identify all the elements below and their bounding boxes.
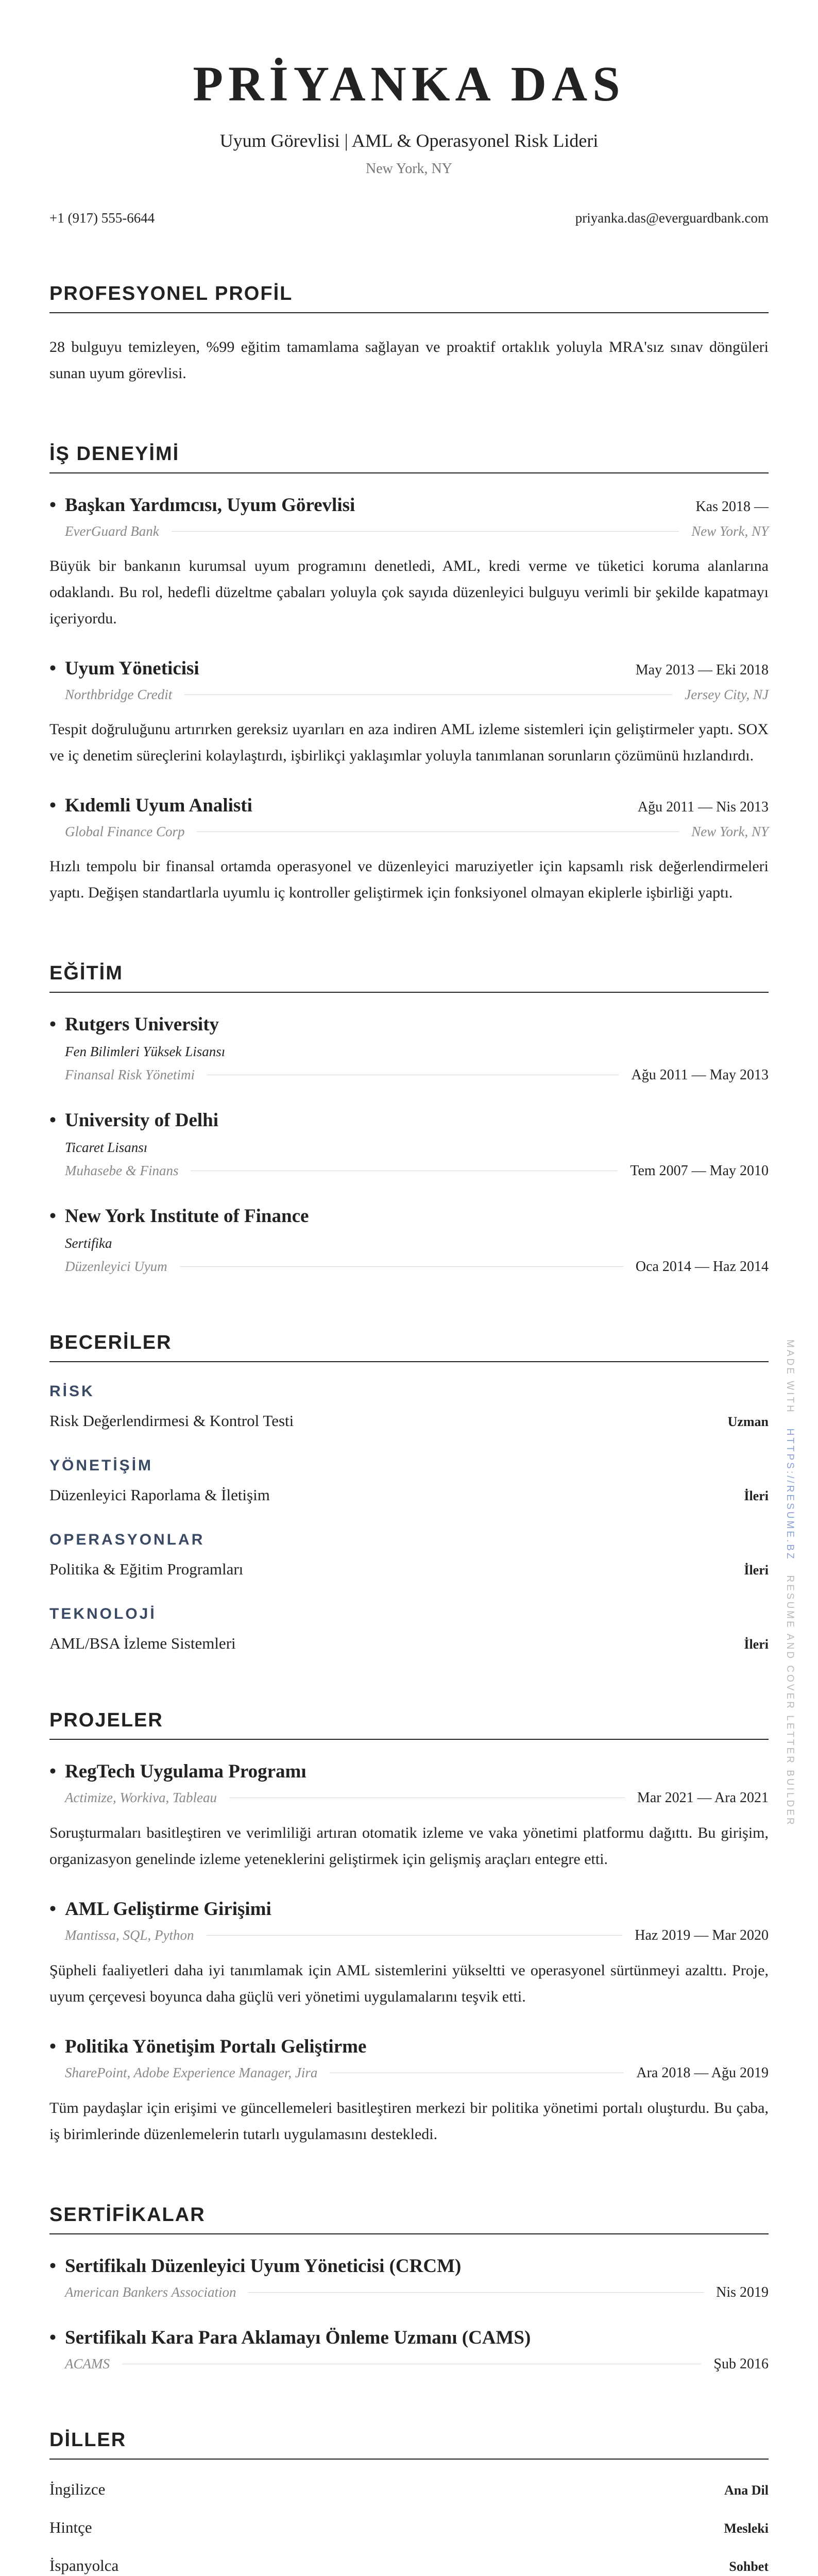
school-name: • New York Institute of Finance bbox=[49, 1205, 769, 1227]
certification-name: • Sertifikalı Düzenleyici Uyum Yöneticisi (CRCM) bbox=[49, 2255, 769, 2277]
project-description: Soruşturmaları basitleştiren ve verimliliği artıran otomatik izleme ve vaka yönetimi platformu dağıttı. Bu girişim, organizasyon genelinde izleme yeteneklerini geliştirmek için gelişmiş araçları entegre etti. bbox=[49, 1824, 769, 1868]
language-level: Ana Dil bbox=[724, 2482, 769, 2498]
candidate-name: PRİYANKA DAS bbox=[193, 56, 625, 111]
experience-item bbox=[49, 794, 769, 906]
contact-row bbox=[49, 210, 769, 226]
skill-level: İleri bbox=[744, 1636, 769, 1652]
project-name: • Politika Yönetişim Portalı Geliştirme bbox=[49, 2036, 769, 2058]
certification-issuer: ACAMS bbox=[65, 2356, 110, 2372]
language-name: İngilizce bbox=[49, 2480, 106, 2498]
section-title: PROJELER bbox=[49, 1709, 769, 1740]
certification-date: Şub 2016 bbox=[713, 2355, 769, 2372]
profile-text: 28 bulguyu temizleyen, %99 eğitim tamamlama sağlayan ve proaktif ortaklık yoluyla MRA'sız sınav döngüleri sunan uyum görevlisi. bbox=[49, 338, 769, 382]
language-row bbox=[49, 2518, 769, 2537]
profile-section bbox=[49, 283, 769, 386]
section-title: SERTİFİKALAR bbox=[49, 2204, 769, 2234]
divider bbox=[184, 694, 672, 695]
language-row bbox=[49, 2556, 769, 2575]
job-date: Kas 2018 — bbox=[695, 498, 769, 515]
certification-name: • Sertifikalı Kara Para Aklamayı Önleme Uzmanı (CAMS) bbox=[49, 2327, 769, 2349]
certification-issuer: American Bankers Association bbox=[65, 2284, 236, 2300]
skill-category: YÖNETİŞİM bbox=[49, 1456, 154, 1474]
job-description: Hızlı tempolu bir finansal ortamda operasyonel ve düzenleyici maruziyetler için kapsamlı risk değerlendirmeleri yaptı. Değişen standartlarla uyumlu iç kontroller geliştirmek için fonksiyonel olmayan ekiplerle işbirliği yaptı. bbox=[49, 857, 769, 901]
degree: Fen Bilimleri Yüksek Lisansı bbox=[65, 1043, 226, 1059]
project-date: Haz 2019 — Mar 2020 bbox=[635, 1927, 769, 1943]
certification-date: Nis 2019 bbox=[716, 2284, 769, 2300]
job-location: New York, NY bbox=[691, 823, 769, 839]
job-date: May 2013 — Eki 2018 bbox=[635, 662, 769, 678]
job-description: Büyük bir bankanın kurumsal uyum programını denetledi, AML, kredi verme ve tüketici koruma alanlarına odaklandı. Bu rol, hedefli düzeltme çabaları yoluyla çok sayıda düzenleyici bulguyu verimli bir şekilde kapatmayı içeriyordu. bbox=[49, 557, 769, 627]
job-location: Jersey City, NJ bbox=[685, 686, 769, 702]
experience-item bbox=[49, 657, 769, 769]
headline: Uyum Görevlisi | AML & Operasyonel Risk Lideri bbox=[219, 130, 599, 151]
section-title: EĞİTİM bbox=[49, 962, 769, 993]
project-name: • RegTech Uygulama Programı bbox=[49, 1760, 769, 1783]
skill-level: Uzman bbox=[727, 1414, 769, 1429]
project-item bbox=[49, 1898, 769, 2010]
education-date: Oca 2014 — Haz 2014 bbox=[635, 1258, 769, 1275]
section-title: İŞ DENEYİMİ bbox=[49, 443, 769, 473]
skill-level: İleri bbox=[744, 1562, 769, 1578]
skills-section bbox=[49, 1332, 769, 1653]
phone[interactable]: +1 (917) 555-6644 bbox=[49, 210, 155, 226]
project-tools: Actimize, Workiva, Tableau bbox=[65, 1790, 217, 1806]
education-item bbox=[49, 1013, 769, 1083]
section-title: BECERİLER bbox=[49, 1332, 769, 1362]
languages-section bbox=[49, 2429, 769, 2576]
divider bbox=[180, 1266, 623, 1267]
skill-row bbox=[49, 1560, 769, 1579]
education-item bbox=[49, 1205, 769, 1275]
project-description: Şüpheli faaliyetleri daha iyi tanımlamak için AML sistemlerini yükseltti ve operasyonel sürtünmeyi azalttı. Proje, uyum çerçevesi boyunca daha güçlü veri yönetimi uygulamalarını teşvik etti. bbox=[49, 1961, 769, 2005]
job-date: Ağu 2011 — Nis 2013 bbox=[637, 799, 769, 815]
builder-watermark bbox=[784, 1340, 795, 1827]
job-title: • Kıdemli Uyum Analisti bbox=[49, 794, 252, 817]
project-name: • AML Geliştirme Girişimi bbox=[49, 1898, 769, 1920]
skill-name: AML/BSA İzleme Sistemleri bbox=[49, 1634, 236, 1652]
skill-row bbox=[49, 1412, 769, 1430]
degree: Ticaret Lisansı bbox=[65, 1139, 148, 1155]
company: Northbridge Credit bbox=[65, 686, 173, 702]
certification-item bbox=[49, 2327, 769, 2372]
education-date: Tem 2007 — May 2010 bbox=[630, 1162, 769, 1179]
certifications-section bbox=[49, 2204, 769, 2372]
project-tools: SharePoint, Adobe Experience Manager, Jira bbox=[65, 2065, 318, 2081]
skill-category: RİSK bbox=[49, 1382, 95, 1400]
project-item bbox=[49, 1760, 769, 1872]
skill-name: Risk Değerlendirmesi & Kontrol Testi bbox=[49, 1411, 294, 1430]
language-row bbox=[49, 2480, 769, 2499]
education-date: Ağu 2011 — May 2013 bbox=[631, 1066, 769, 1083]
language-name: İspanyolca bbox=[49, 2556, 119, 2574]
job-title: • Uyum Yöneticisi bbox=[49, 657, 199, 680]
skill-row bbox=[49, 1486, 769, 1504]
field: Finansal Risk Yönetimi bbox=[65, 1067, 195, 1083]
school-name: • University of Delhi bbox=[49, 1109, 769, 1131]
email[interactable]: priyanka.das@everguardbank.com bbox=[575, 210, 769, 226]
skill-category: OPERASYONLAR bbox=[49, 1531, 205, 1548]
project-tools: Mantissa, SQL, Python bbox=[65, 1927, 194, 1943]
language-level: Mesleki bbox=[724, 2520, 769, 2536]
experience-section bbox=[49, 443, 769, 906]
projects-section bbox=[49, 1709, 769, 2147]
skill-level: İleri bbox=[744, 1488, 769, 1503]
experience-item bbox=[49, 494, 769, 632]
project-item bbox=[49, 2036, 769, 2147]
watermark-prefix: MADE WITH bbox=[785, 1340, 795, 1414]
skill-name: Politika & Eğitim Programları bbox=[49, 1560, 244, 1578]
skill-name: Düzenleyici Raporlama & İletişim bbox=[49, 1485, 270, 1504]
company: EverGuard Bank bbox=[65, 523, 159, 539]
certification-item bbox=[49, 2255, 769, 2301]
skill-row bbox=[49, 1634, 769, 1653]
divider bbox=[248, 2292, 704, 2293]
education-item bbox=[49, 1109, 769, 1179]
divider bbox=[207, 1935, 623, 1936]
watermark-suffix: RESUME AND COVER LETTER BUILDER bbox=[785, 1575, 795, 1827]
language-name: Hintçe bbox=[49, 2518, 92, 2536]
project-description: Tüm paydaşlar için erişimi ve güncellemeleri basitleştiren merkezi bir politika yönetimi portalı oluşturdu. Bu çaba, iş birimlerinde düzenlemelerin tutarlı uygulamasını destekledi. bbox=[49, 2099, 769, 2143]
field: Düzenleyici Uyum bbox=[65, 1259, 167, 1275]
job-description: Tespit doğruluğunu artırırken gereksiz uyarıları en aza indiren AML izleme sistemleri için geliştirmeler yaptı. SOX ve iç denetim süreçlerini kolaylaştırdı, işbirlikçi yaklaşımlar yoluyla tanımlanan sorunların çözümünü hızlandırdı. bbox=[49, 720, 769, 764]
project-date: Ara 2018 — Ağu 2019 bbox=[636, 2064, 769, 2081]
company: Global Finance Corp bbox=[65, 823, 185, 839]
language-level: Sohbet bbox=[729, 2558, 769, 2574]
section-title: PROFESYONEL PROFİL bbox=[49, 283, 769, 313]
school-name: • Rutgers University bbox=[49, 1013, 769, 1036]
education-section bbox=[49, 962, 769, 1275]
project-date: Mar 2021 — Ara 2021 bbox=[637, 1789, 769, 1806]
job-title: • Başkan Yardımcısı, Uyum Görevlisi bbox=[49, 494, 355, 516]
degree: Sertifika bbox=[65, 1235, 112, 1251]
divider bbox=[172, 531, 679, 532]
field: Muhasebe & Finans bbox=[65, 1163, 179, 1179]
watermark-link[interactable]: HTTPS://RESUME.BZ bbox=[785, 1428, 795, 1561]
location: New York, NY bbox=[365, 160, 452, 177]
job-location: New York, NY bbox=[691, 523, 769, 539]
section-title: DİLLER bbox=[49, 2429, 769, 2460]
skill-category: TEKNOLOJİ bbox=[49, 1605, 157, 1622]
